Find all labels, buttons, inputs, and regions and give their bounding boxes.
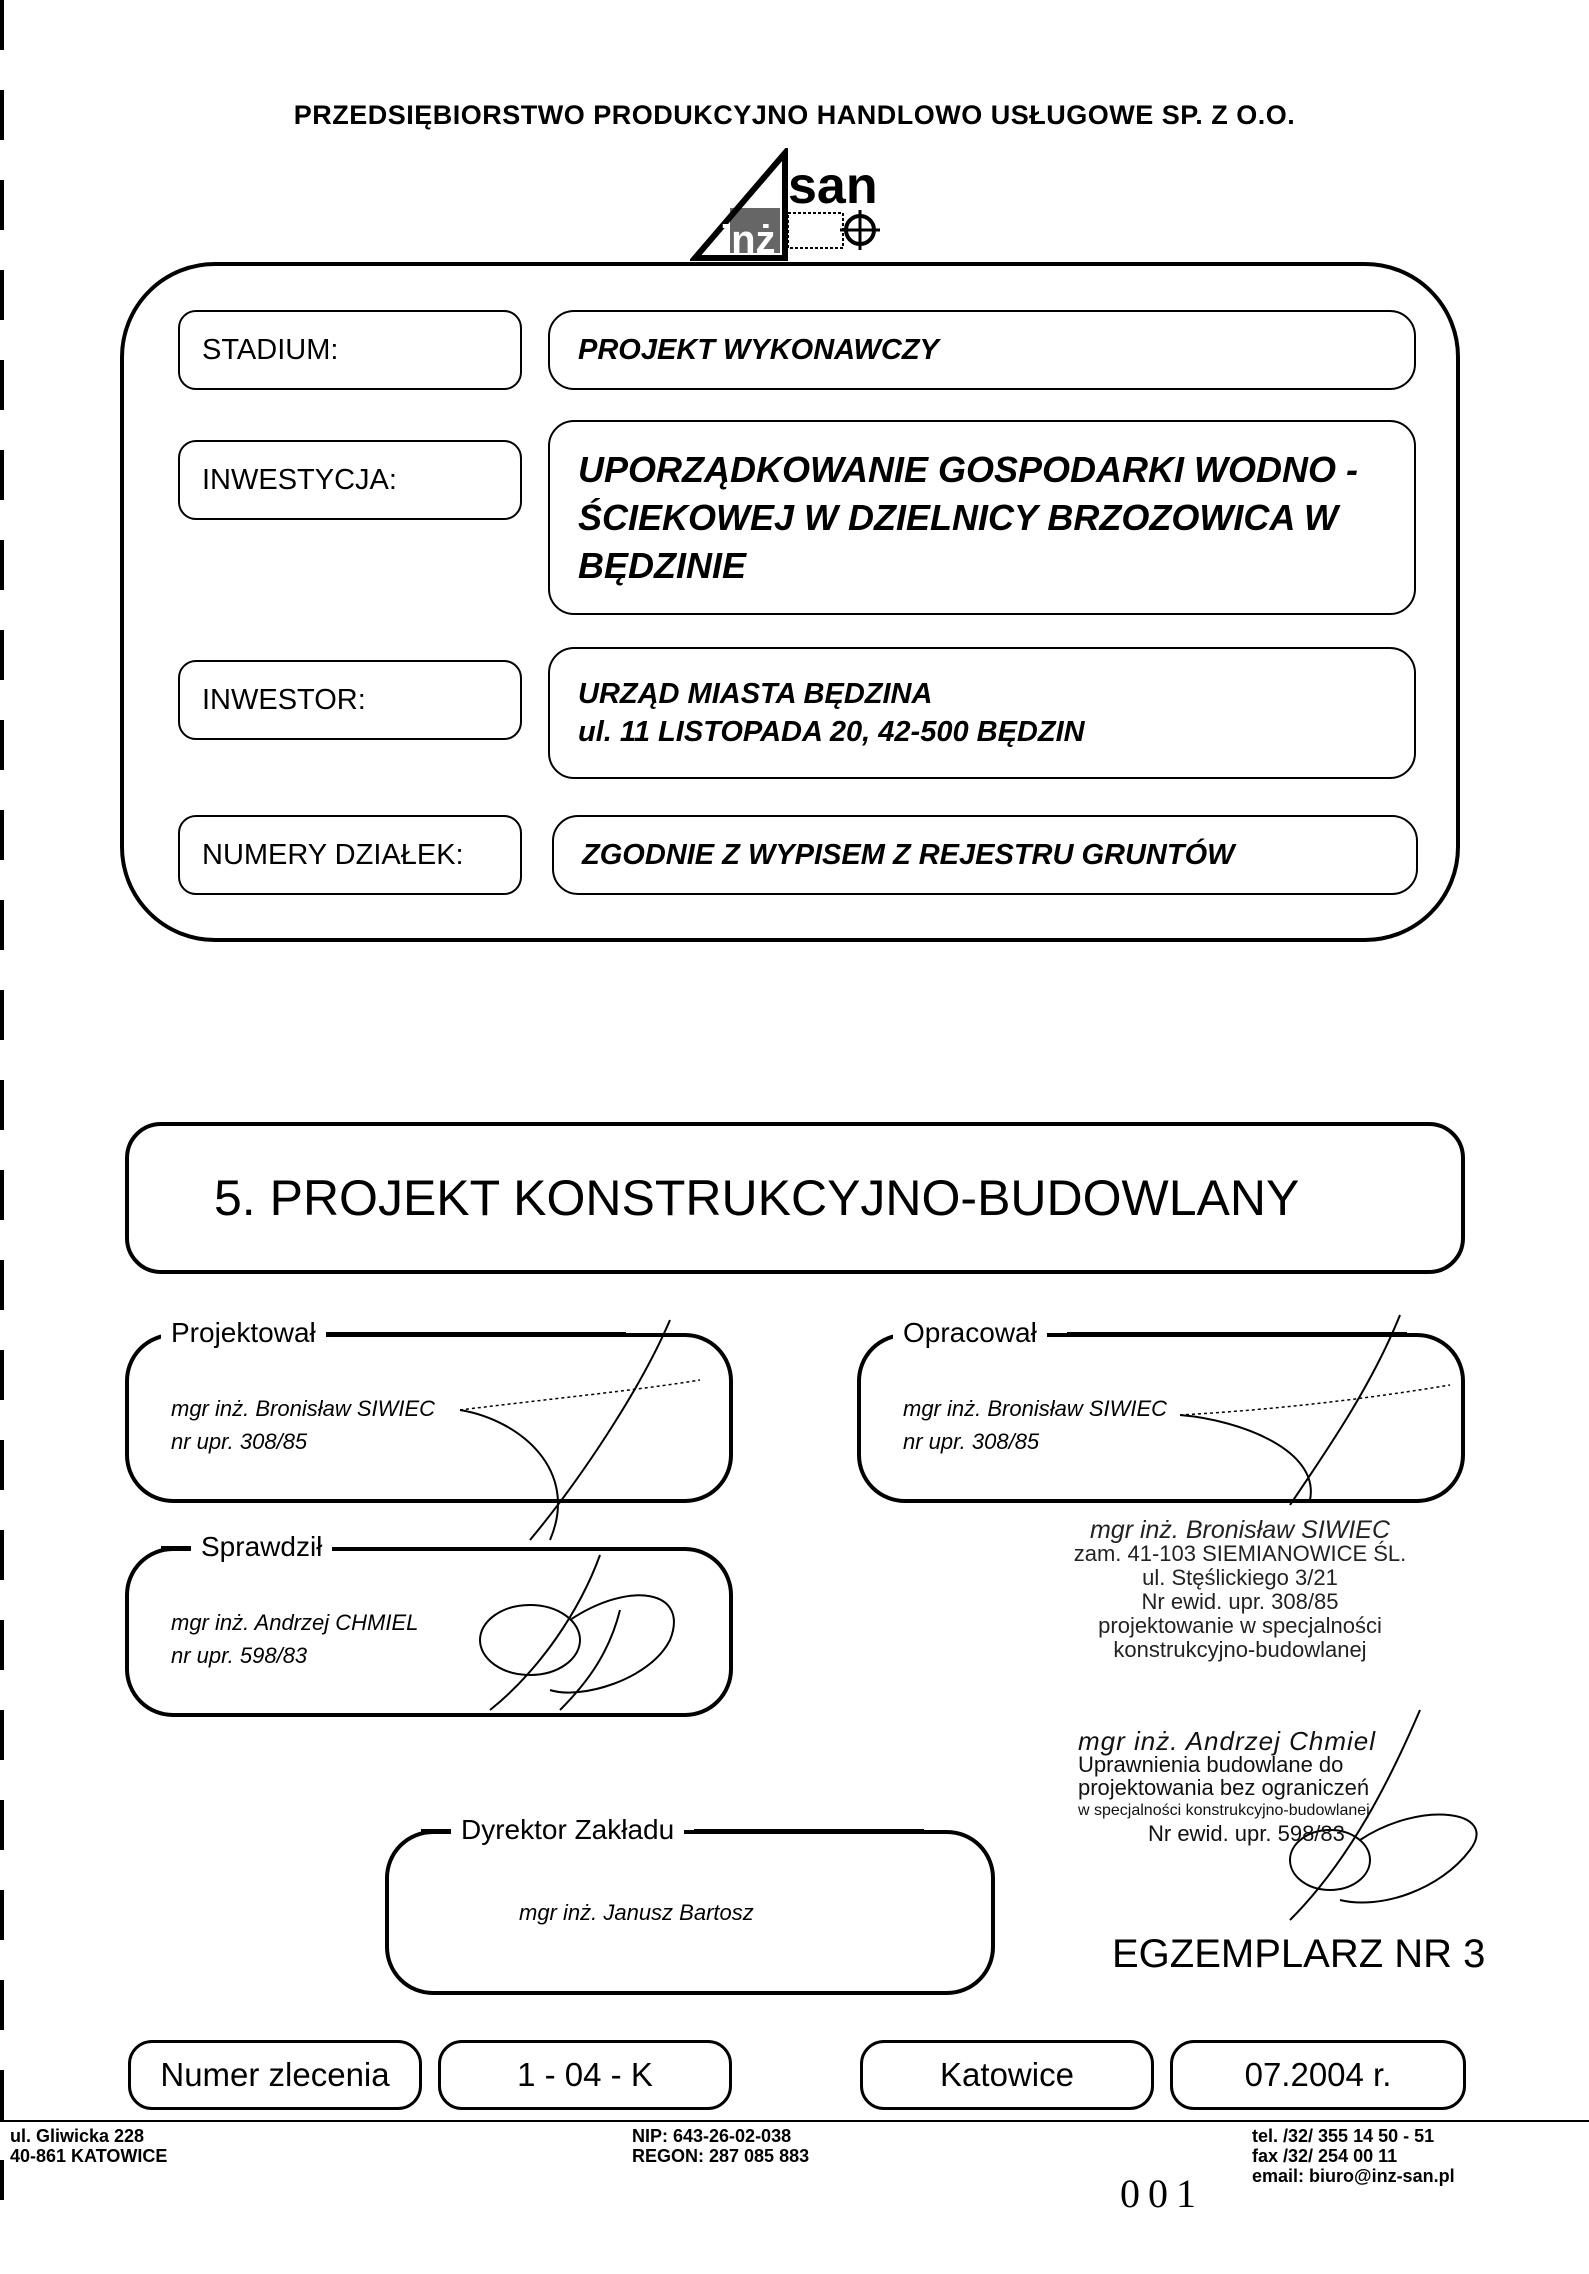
binding-edge bbox=[0, 0, 4, 2200]
stadium-value-text: PROJEKT WYKONAWCZY bbox=[578, 333, 939, 366]
stamp-chmiel bbox=[1078, 1726, 1478, 1846]
projektowal-name: mgr inż. Bronisław SIWIEC bbox=[171, 1396, 436, 1421]
opracowal-person bbox=[903, 1392, 1167, 1458]
stamp-siwiec-line: ul. Stęślickiego 3/21 bbox=[1142, 1565, 1338, 1590]
section-title bbox=[125, 1122, 1465, 1274]
stamp-siwiec-line: konstrukcyjno-budowlanej bbox=[1113, 1637, 1367, 1662]
footer-address-1: ul. Gliwicka 228 bbox=[10, 2126, 145, 2146]
footer-registration bbox=[632, 2126, 809, 2166]
stamp-chmiel-line: mgr inż. Andrzej Chmiel bbox=[1078, 1726, 1377, 1756]
svg-text:inż: inż bbox=[720, 218, 776, 262]
footer-email: email: biuro@inz-san.pl bbox=[1252, 2166, 1455, 2186]
footer-address-2: 40-861 KATOWICE bbox=[10, 2146, 168, 2166]
stamp-siwiec-line: zam. 41-103 SIEMIANOWICE ŚL. bbox=[1073, 1541, 1407, 1566]
signature-siwiec-2 bbox=[1180, 1310, 1460, 1510]
stamp-siwiec bbox=[1030, 1518, 1450, 1662]
inwestor-value bbox=[548, 647, 1416, 779]
footer-address bbox=[10, 2126, 167, 2166]
inwestycja-value bbox=[548, 420, 1416, 615]
inwestycja-label: INWESTYCJA: bbox=[178, 440, 522, 520]
signature-chmiel-1 bbox=[470, 1550, 710, 1720]
dyrektor-box bbox=[385, 1814, 995, 1995]
page-number: 001 bbox=[1120, 2171, 1204, 2216]
sprawdzil-upr: nr upr. 598/83 bbox=[171, 1643, 308, 1668]
city: Katowice bbox=[860, 2040, 1154, 2110]
stadium-value bbox=[548, 310, 1416, 390]
opracowal-name: mgr inż. Bronisław SIWIEC bbox=[903, 1396, 1168, 1421]
inwestor-line-1: URZĄD MIASTA BĘDZINA bbox=[578, 678, 933, 710]
footer-contact bbox=[1252, 2126, 1455, 2186]
stamp-chmiel-line: Nr ewid. upr. 598/83 bbox=[1148, 1821, 1345, 1846]
sprawdzil-person bbox=[171, 1606, 418, 1672]
date: 07.2004 r. bbox=[1170, 2040, 1466, 2110]
svg-text:san: san bbox=[788, 157, 878, 215]
dyrektor-title: Dyrektor Zakładu bbox=[451, 1814, 684, 1846]
footer-tel: tel. /32/ 355 14 50 - 51 bbox=[1252, 2126, 1435, 2146]
opracowal-title: Opracował bbox=[893, 1317, 1047, 1349]
inwestycja-line-2: ŚCIEKOWEJ W DZIELNICY BRZOZOWICA W bbox=[578, 496, 1338, 538]
dzialki-label: NUMERY DZIAŁEK: bbox=[178, 815, 522, 895]
footer-nip: NIP: 643-26-02-038 bbox=[632, 2126, 792, 2146]
sprawdzil-legend bbox=[161, 1531, 332, 1563]
projektowal-title: Projektował bbox=[161, 1317, 326, 1349]
opracowal-upr: nr upr. 308/85 bbox=[903, 1429, 1040, 1454]
inwestycja-line-3: BĘDZINIE bbox=[578, 544, 747, 586]
dyrektor-name: mgr inż. Janusz Bartosz bbox=[519, 1900, 754, 1925]
stamp-siwiec-line: Nr ewid. upr. 308/85 bbox=[1141, 1589, 1339, 1614]
sprawdzil-title: Sprawdził bbox=[191, 1531, 332, 1563]
dyrektor-legend bbox=[421, 1814, 924, 1846]
inwestor-label: INWESTOR: bbox=[178, 660, 522, 740]
stamp-siwiec-line: projektowanie w specjalności bbox=[1098, 1613, 1382, 1638]
footer-divider bbox=[0, 2120, 1589, 2122]
signature-siwiec-1 bbox=[440, 1310, 760, 1560]
projektowal-person bbox=[171, 1392, 435, 1458]
inwestycja-line-1: UPORZĄDKOWANIE GOSPODARKI WODNO - bbox=[578, 448, 1358, 490]
sprawdzil-name: mgr inż. Andrzej CHMIEL bbox=[171, 1610, 419, 1635]
stamp-chmiel-line: w specjalności konstrukcyjno-budowlanej bbox=[1078, 1802, 1370, 1819]
stamp-siwiec-line: mgr inż. Bronisław SIWIEC bbox=[1089, 1516, 1391, 1544]
egzemplarz: EGZEMPLARZ NR 3 bbox=[1112, 1932, 1486, 1976]
footer-fax: fax /32/ 254 00 11 bbox=[1252, 2146, 1398, 2166]
footer-regon: REGON: 287 085 883 bbox=[632, 2146, 810, 2166]
stamp-chmiel-line: projektowania bez ograniczeń bbox=[1078, 1775, 1370, 1800]
section-title-text: 5. PROJEKT KONSTRUKCYJNO-BUDOWLANY bbox=[214, 1170, 1300, 1226]
stamp-chmiel-line: Uprawnienia budowlane do bbox=[1078, 1752, 1344, 1777]
numer-zlecenia-label: Numer zlecenia bbox=[128, 2040, 422, 2110]
inwestor-line-2: ul. 11 LISTOPADA 20, 42-500 BĘDZIN bbox=[578, 716, 1085, 748]
company-name: PRZEDSIĘBIORSTWO PRODUKCYJNO HANDLOWO USŁUGOWE SP. Z O.O. bbox=[293, 100, 1296, 130]
company-logo bbox=[690, 148, 890, 263]
dzialki-value-text: ZGODNIE Z WYPISEM Z REJESTRU GRUNTÓW bbox=[582, 838, 1235, 871]
dzialki-value bbox=[552, 815, 1418, 895]
projektowal-upr: nr upr. 308/85 bbox=[171, 1429, 308, 1454]
stadium-label: STADIUM: bbox=[178, 310, 522, 390]
numer-zlecenia-value: 1 - 04 - K bbox=[438, 2040, 732, 2110]
